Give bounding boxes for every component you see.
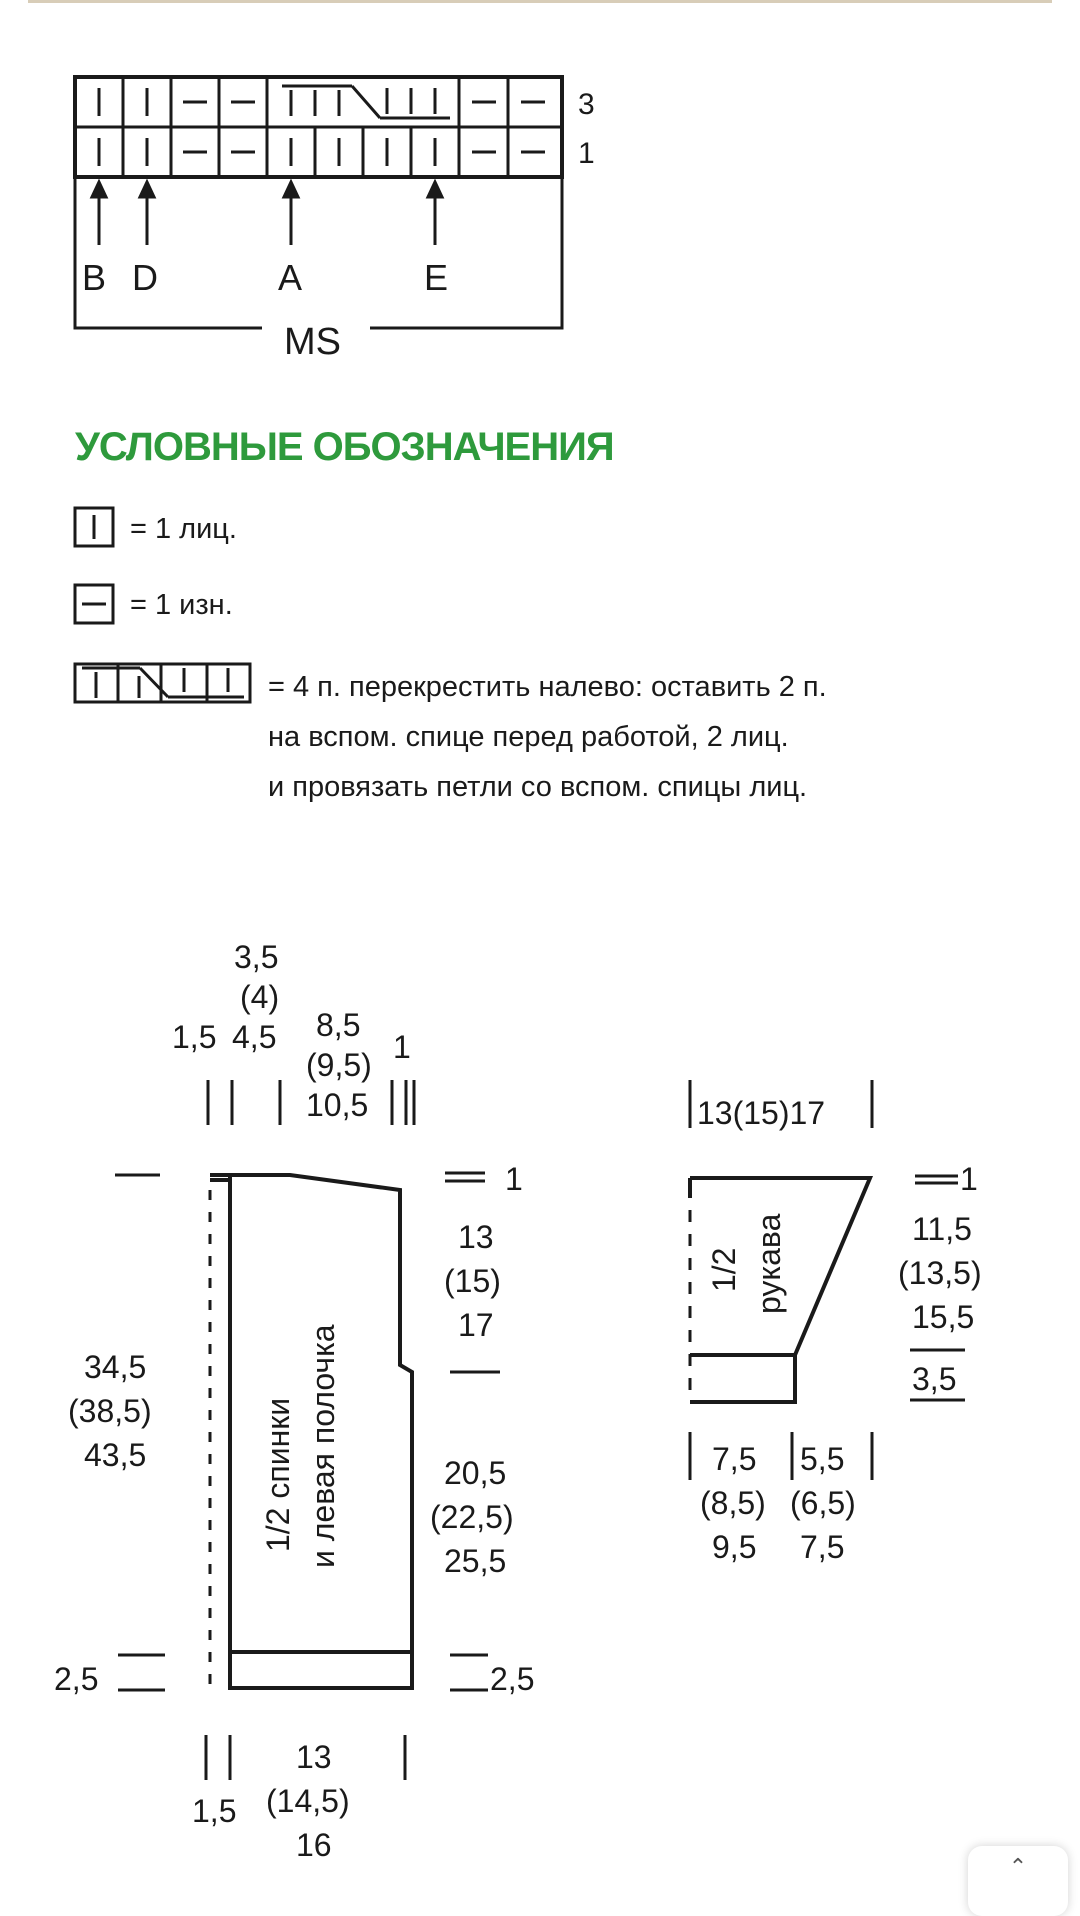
sleeve-label-1: 1/2 (706, 1247, 742, 1292)
back-top-b-2: (9,5) (306, 1047, 372, 1083)
sleeve-right-height-1: 11,5 (912, 1211, 972, 1247)
back-top-left: 1,5 (172, 1019, 217, 1055)
marker-e: E (424, 257, 449, 298)
back-label-2: и левая полочка (305, 1324, 341, 1568)
back-bottom-width-3: 16 (296, 1827, 332, 1863)
back-bottom-right-band: 2,5 (490, 1661, 535, 1697)
back-left-height-2: (38,5) (68, 1393, 152, 1429)
marker-a: A (278, 257, 303, 298)
back-right-upper-3: 17 (458, 1307, 494, 1343)
sleeve-right-top: 1 (960, 1161, 978, 1197)
legend-cable-line2: на вспом. спице перед работой, 2 лиц. (268, 721, 789, 753)
sleeve-right-height-2: (13,5) (898, 1255, 982, 1291)
back-top-a-2: (4) (240, 979, 280, 1015)
back-top-b-3: 10,5 (306, 1087, 369, 1123)
sleeve-bottom-a-3: 9,5 (712, 1529, 757, 1565)
back-left-height-1: 34,5 (84, 1349, 147, 1385)
back-top-a-3: 4,5 (232, 1019, 277, 1055)
row-number-1: 1 (578, 137, 595, 170)
cable-symbol (282, 86, 450, 118)
marker-b: B (82, 257, 107, 298)
back-right-lower-1: 20,5 (444, 1455, 507, 1491)
legend-purl: = 1 изн. (130, 589, 233, 621)
sleeve-bottom-a-1: 7,5 (712, 1441, 757, 1477)
back-bottom-width-1: 13 (296, 1739, 332, 1775)
marker-d: D (132, 257, 158, 298)
sleeve-right-height-3: 15,5 (912, 1299, 975, 1335)
cable-legend-symbol (75, 664, 250, 702)
legend-knit: = 1 лиц. (130, 513, 237, 545)
sleeve-bottom-b-1: 5,5 (800, 1441, 845, 1477)
repeat-label: MS (284, 321, 341, 363)
back-bottom-width-2: (14,5) (266, 1783, 350, 1819)
back-bottom-offset: 1,5 (192, 1793, 237, 1829)
row-number-3: 3 (578, 88, 595, 121)
sleeve-right-band: 3,5 (912, 1361, 957, 1397)
back-right-top: 1 (505, 1161, 523, 1197)
back-left-height-3: 43,5 (84, 1437, 147, 1473)
back-top-b-1: 8,5 (316, 1007, 361, 1043)
back-top-right: 1 (393, 1029, 411, 1065)
back-right-lower-2: (22,5) (430, 1499, 514, 1535)
back-label-1: 1/2 спинки (260, 1397, 296, 1552)
back-top-a-1: 3,5 (234, 939, 279, 975)
sleeve-bottom-b-3: 7,5 (800, 1529, 845, 1565)
sleeve-bottom-a-2: (8,5) (700, 1485, 766, 1521)
back-right-upper-1: 13 (458, 1219, 494, 1255)
sleeve-top-width: 13(15)17 (697, 1095, 826, 1131)
knit-symbol (75, 508, 113, 546)
back-right-lower-3: 25,5 (444, 1543, 507, 1579)
back-right-upper-2: (15) (444, 1263, 501, 1299)
legend-cable-line1: = 4 п. перекрестить налево: оставить 2 п. (268, 671, 827, 703)
purl-symbol (75, 585, 113, 623)
back-bottom-left-band: 2,5 (54, 1661, 99, 1697)
sleeve-bottom-b-2: (6,5) (790, 1485, 856, 1521)
marker-arrows (92, 182, 442, 245)
sleeve-label-2: рукава (751, 1213, 787, 1314)
legend-cable-line3: и провязать петли со вспом. спицы лиц. (268, 771, 808, 803)
chevron-up-icon: ⌃ (1008, 1854, 1028, 1879)
legend-title: УСЛОВНЫЕ ОБОЗНАЧЕНИЯ (75, 425, 614, 469)
